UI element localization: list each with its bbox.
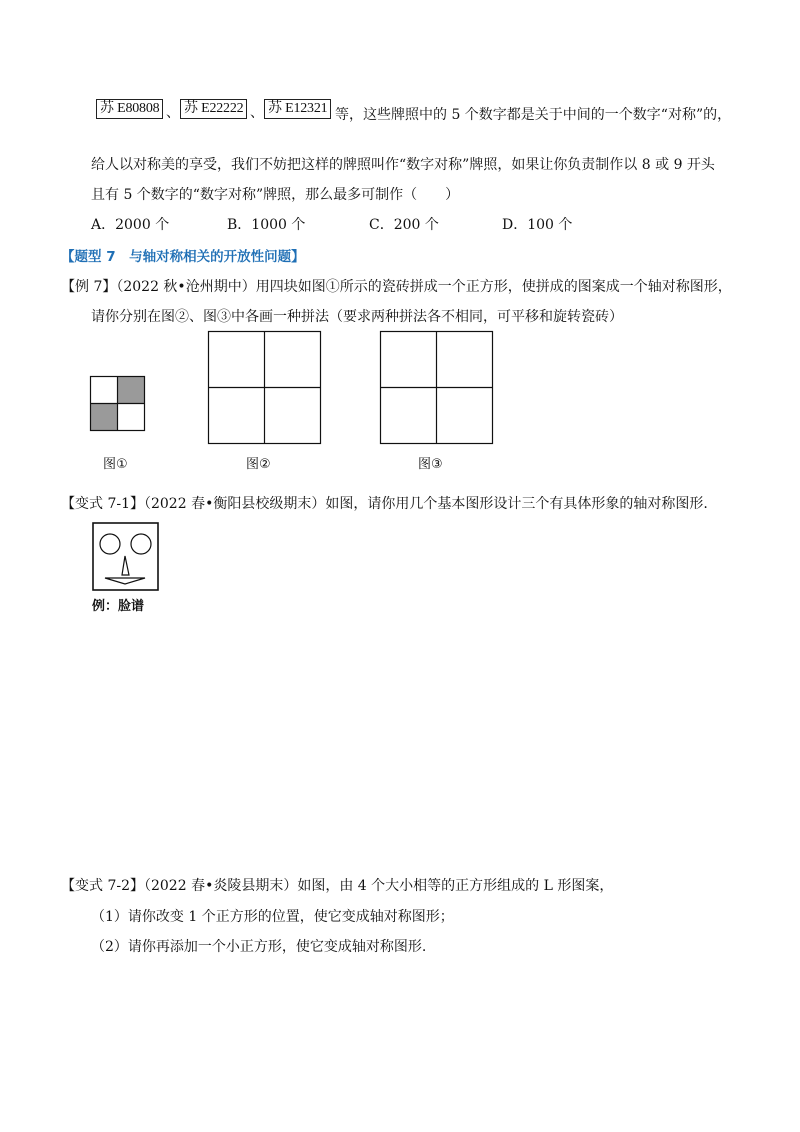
plate-2-text: 苏 E22222 [184,101,244,116]
question-line-1: 等，这些牌照中的 5 个数字都是关于中间的一个数字“对称”的， [335,107,732,123]
figure-2-caption: 图② [246,457,271,472]
figure-2-grid [208,331,322,444]
figure-3-grid [380,331,494,444]
figure-1-caption: 图① [103,457,128,472]
face-mask-caption: 例：脸谱 [92,599,145,614]
example7-line-2: 请你分别在图②、图③中各画一种拼法（要求两种拼法各不相同，可平移和旋转瓷砖） [91,309,623,325]
option-a: A．2000 个 [91,217,170,233]
license-plate-1 [96,99,163,119]
figure-1-tile [90,376,146,431]
license-plate-3 [264,99,331,119]
plate-1-text: 苏 E80808 [100,101,160,116]
variant-7-2-item-2: （2）请你再添加一个小正方形，使它变成轴对称图形. [91,939,427,955]
option-b: B．1000 个 [227,217,306,233]
example7-line-1: 【例 7】（2022 秋•沧州期中）用四块如图①所示的瓷砖拼成一个正方形，使拼成的图案成一个轴对称图形， [61,279,732,295]
question-line-3: 且有 5 个数字的“数字对称”牌照，那么最多可制作（ ） [91,187,460,203]
question-line-2: 给人以对称美的享受，我们不妨把这样的牌照叫作“数字对称”牌照，如果让你负责制作以 8 或 9 开头 [91,157,715,173]
variant-7-2-line: 【变式 7-2】（2022 春•炎陵县期末）如图，由 4 个大小相等的正方形组成的 L 形图案， [61,878,614,894]
face-mask-figure [92,522,160,592]
plate-3-text: 苏 E12321 [268,101,328,116]
option-d: D．100 个 [502,217,573,233]
figure-3-caption: 图③ [418,457,443,472]
separator-1: 、 [166,105,180,121]
license-plate-2 [180,99,247,119]
variant-7-2-item-1: （1）请你改变 1 个正方形的位置，使它变成轴对称图形； [91,909,454,925]
section-heading: 【题型 7 与轴对称相关的开放性问题】 [61,249,305,265]
variant-7-1-line: 【变式 7-1】（2022 春•衡阳县校级期末）如图，请你用几个基本图形设计三个有具体形象的轴对称图形. [61,496,708,512]
separator-2: 、 [250,105,264,121]
option-c: C．200 个 [369,217,439,233]
